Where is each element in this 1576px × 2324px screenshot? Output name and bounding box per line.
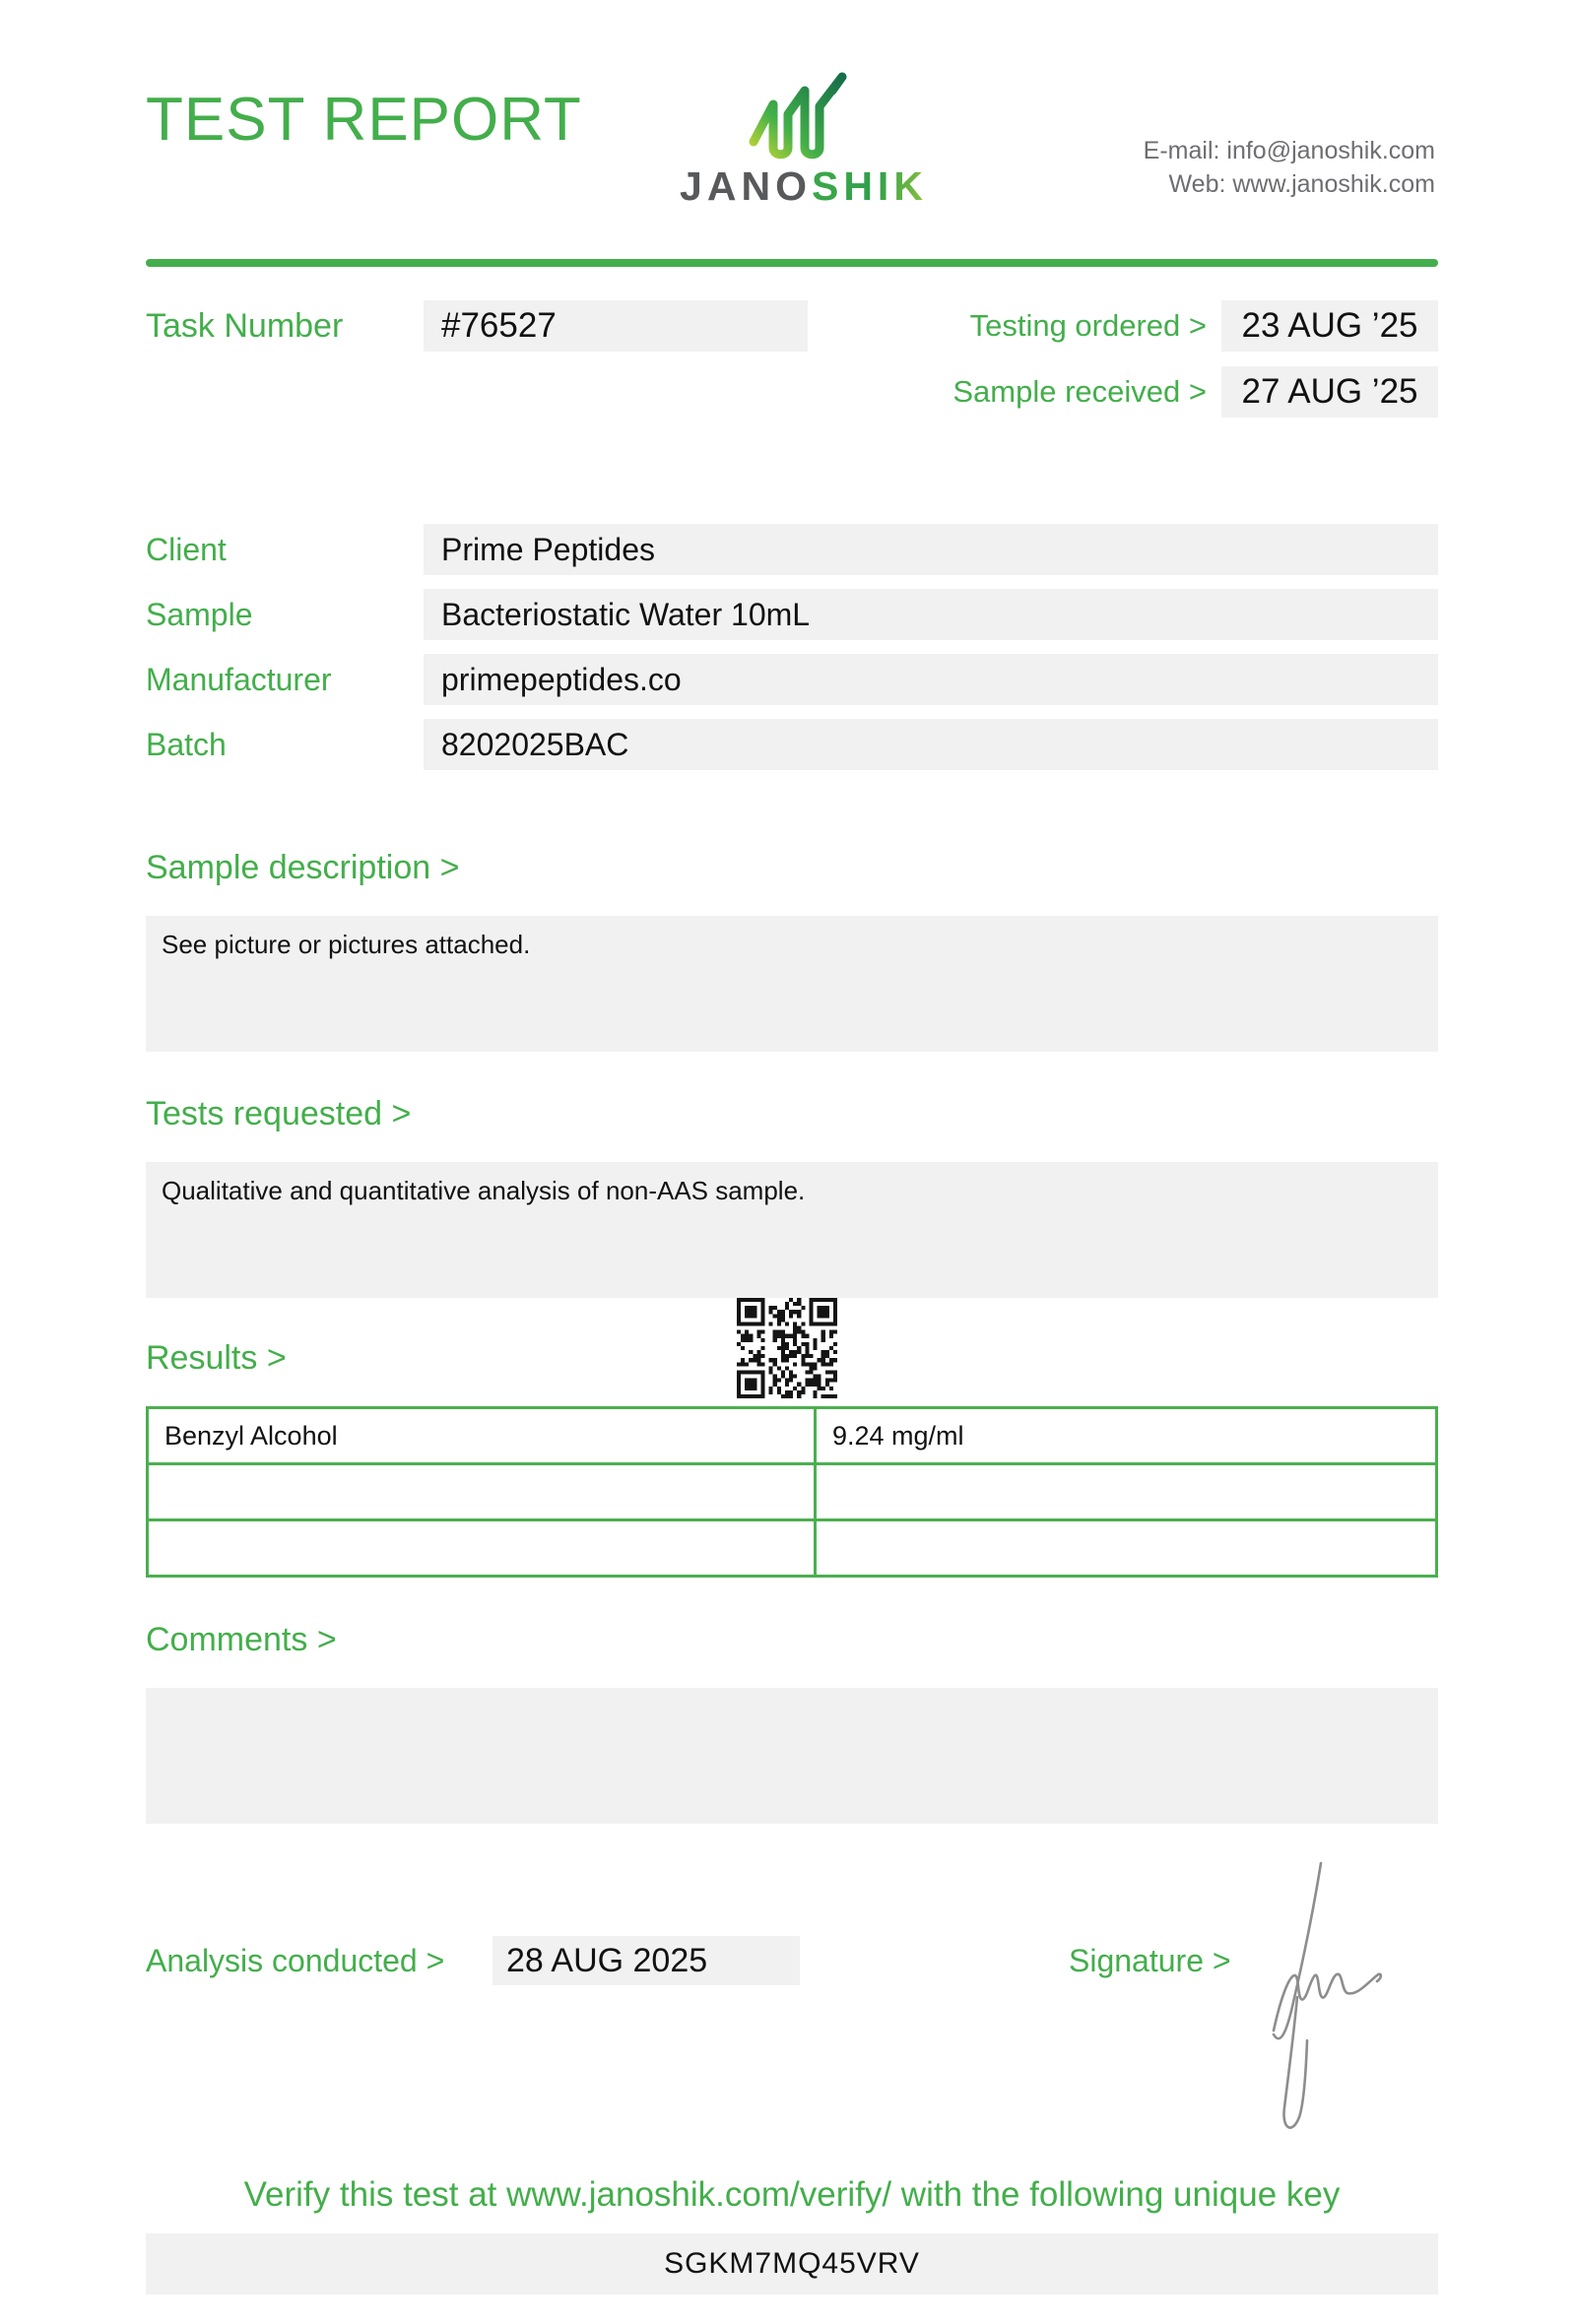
- sample-value: Bacteriostatic Water 10mL: [424, 589, 1438, 640]
- client-value: Prime Peptides: [424, 524, 1438, 575]
- sample-description-heading: Sample description >: [146, 849, 460, 886]
- signature: [1261, 1849, 1428, 2145]
- comments-text: [146, 1688, 1438, 1824]
- comments-heading: Comments >: [146, 1621, 337, 1658]
- brand-shik: SHIK: [811, 163, 928, 209]
- results-row: [148, 1464, 1437, 1520]
- sample-received-label: Sample received >: [952, 374, 1207, 409]
- result-analyte: Benzyl Alcohol: [148, 1408, 816, 1464]
- results-row: [148, 1408, 1437, 1464]
- result-value: 9.24 mg/ml: [816, 1408, 1437, 1464]
- task-number-label: Task Number: [146, 307, 344, 345]
- web-value: www.janoshik.com: [1232, 170, 1435, 198]
- header-divider: [146, 259, 1438, 267]
- sample-label: Sample: [146, 597, 253, 632]
- result-value: [816, 1464, 1437, 1520]
- testing-ordered-value: 23 AUG ’25: [1221, 300, 1438, 352]
- batch-value: 8202025BAC: [424, 719, 1438, 770]
- sample-received-value: 27 AUG ’25: [1221, 366, 1438, 418]
- contact-block: [1144, 134, 1435, 201]
- janoshik-wordmark: [680, 163, 928, 210]
- batch-label: Batch: [146, 727, 227, 762]
- sample-description-text: See picture or pictures attached.: [146, 916, 1438, 1052]
- page-title: TEST REPORT: [146, 86, 582, 154]
- tests-requested-text: Qualitative and quantitative analysis of non-AAS sample.: [146, 1162, 1438, 1298]
- signature-label: Signature >: [1069, 1943, 1231, 1978]
- verify-key: SGKM7MQ45VRV: [146, 2233, 1438, 2294]
- janoshik-logo: [678, 71, 930, 210]
- tests-requested-heading: Tests requested >: [146, 1095, 412, 1132]
- analysis-conducted-label: Analysis conducted >: [146, 1943, 445, 1978]
- email-label: E-mail:: [1143, 137, 1227, 164]
- result-analyte: [148, 1520, 816, 1577]
- results-heading: Results >: [146, 1339, 287, 1377]
- client-label: Client: [146, 532, 227, 567]
- result-value: [816, 1520, 1437, 1577]
- contact-web: [1144, 167, 1435, 201]
- testing-ordered-label: Testing ordered >: [969, 308, 1207, 343]
- contact-email: [1144, 134, 1435, 167]
- verify-instruction: Verify this test at www.janoshik.com/verify/ with the following unique key: [243, 2175, 1341, 2214]
- analysis-conducted-value: 28 AUG 2025: [492, 1936, 800, 1985]
- manufacturer-value: primepeptides.co: [424, 654, 1438, 705]
- email-value: info@janoshik.com: [1226, 137, 1435, 164]
- web-label: Web:: [1168, 170, 1233, 198]
- result-analyte: [148, 1464, 816, 1520]
- brand-jano: JANO: [680, 163, 812, 209]
- results-table: [146, 1406, 1438, 1578]
- results-row: [148, 1520, 1437, 1577]
- task-number-value: #76527: [424, 300, 808, 352]
- manufacturer-label: Manufacturer: [146, 662, 332, 697]
- janoshik-logo-icon: [746, 71, 862, 161]
- qr-code: [737, 1298, 837, 1398]
